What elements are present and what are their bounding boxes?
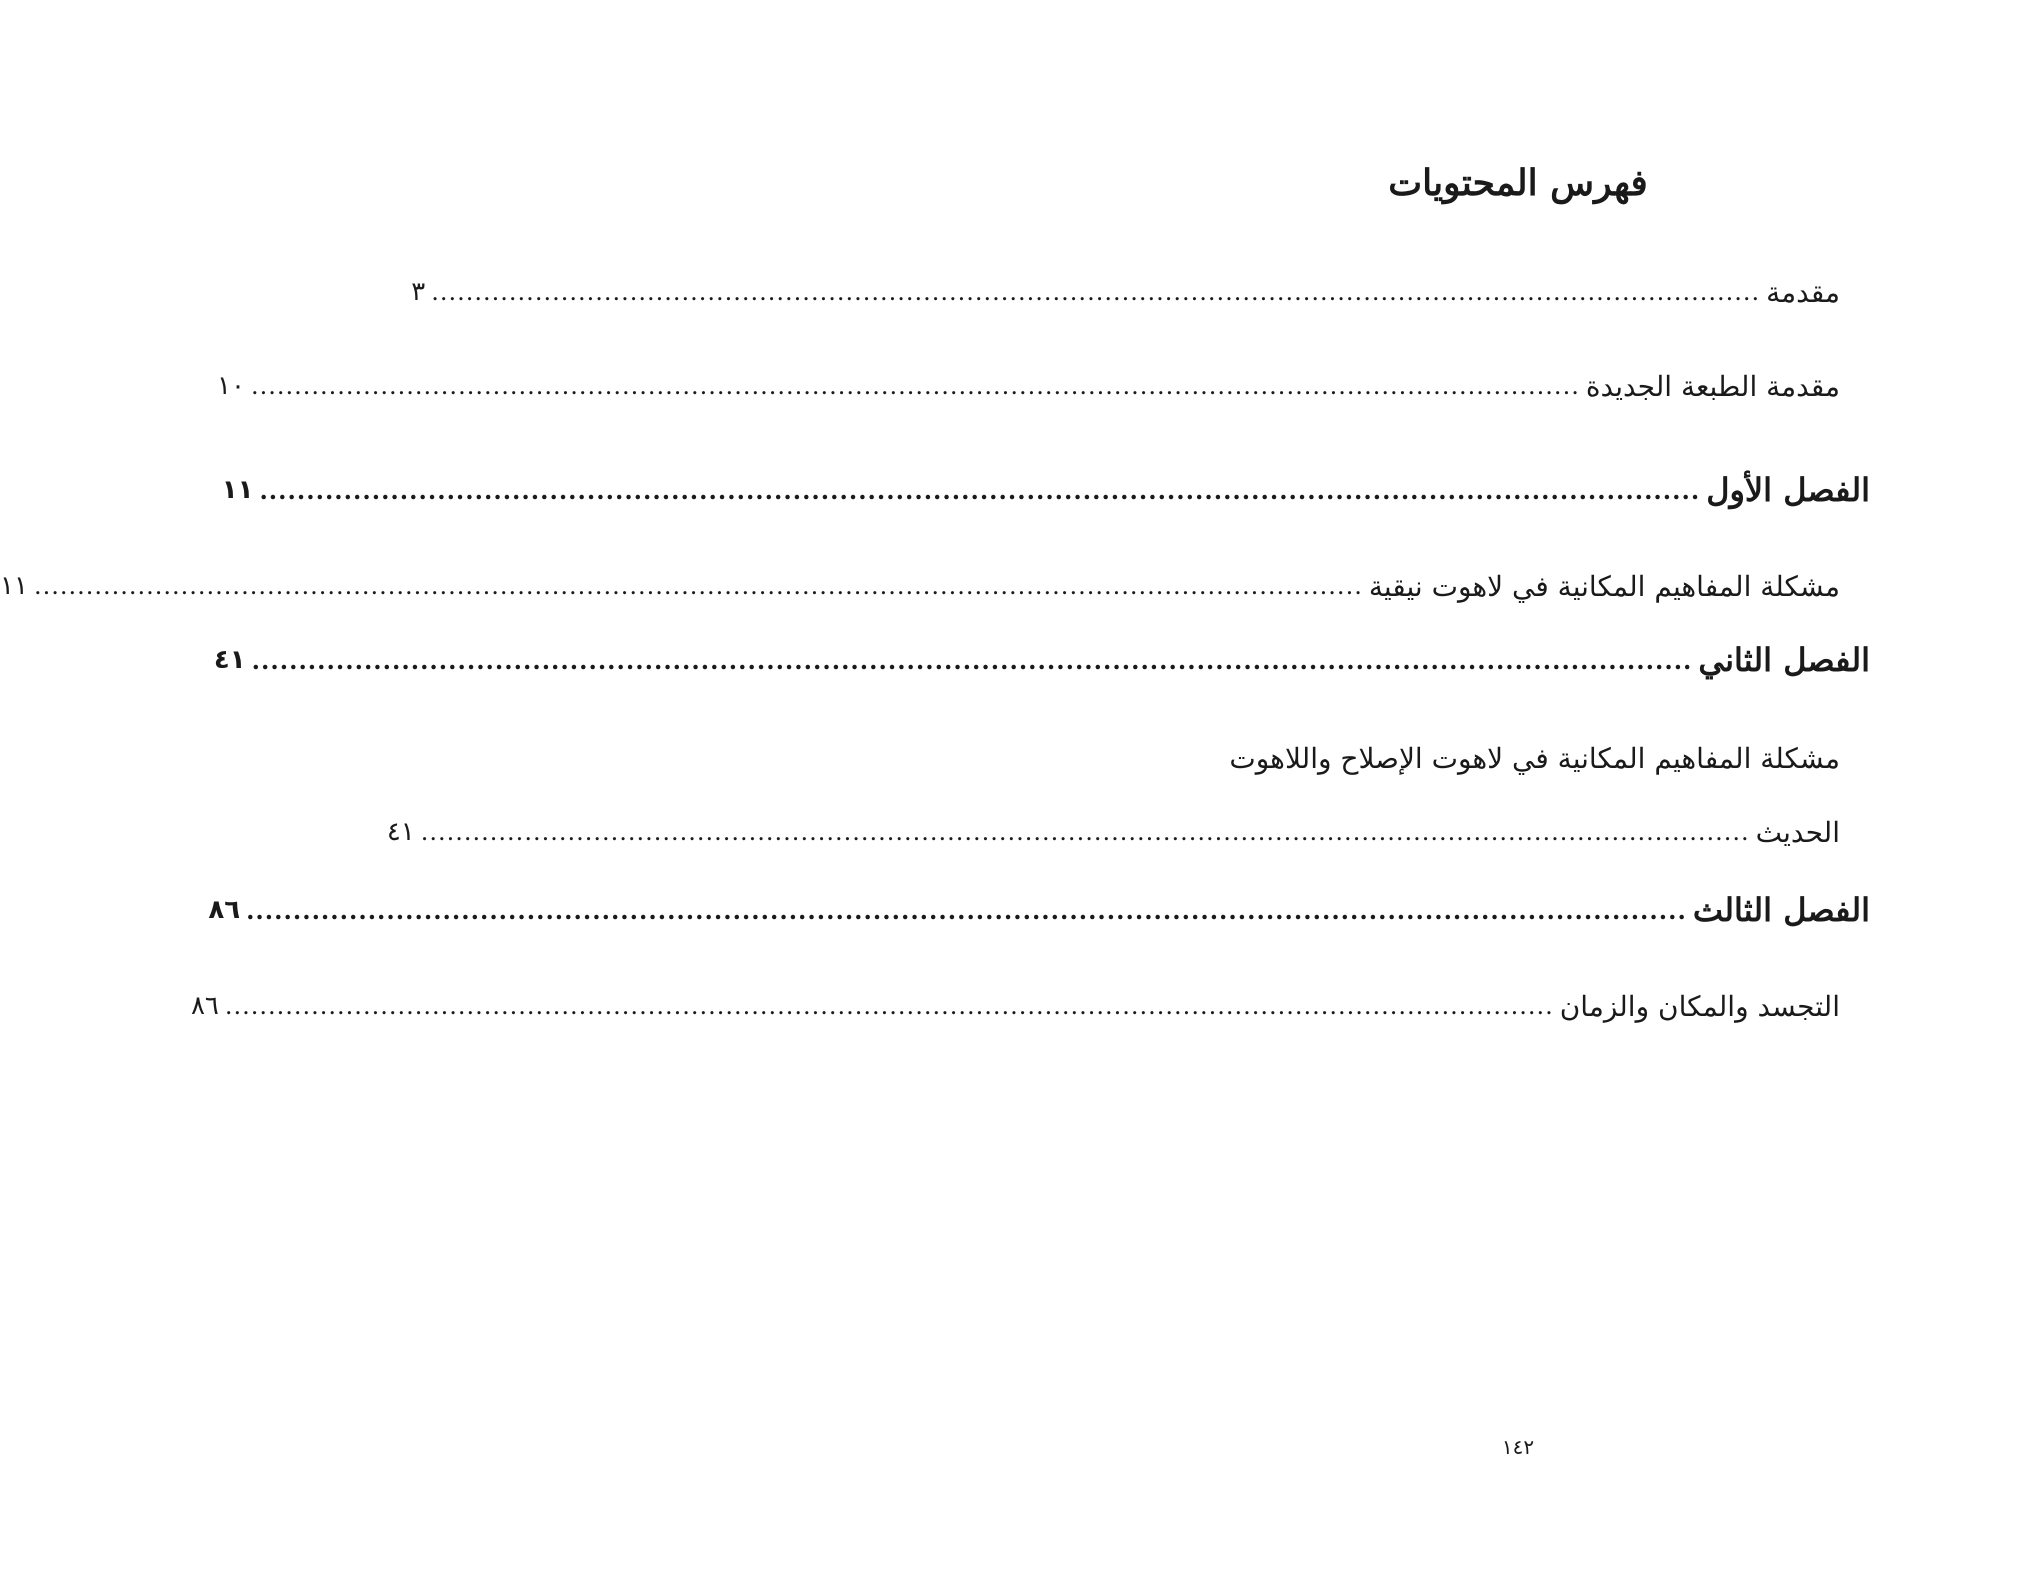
toc-entry-chapter-three [208,880,1870,940]
page-number: ١٤٢ [1501,1435,1535,1459]
toc-page-number: ١٠ [217,371,245,401]
toc-entry-text: التجسد والمكان والزمان [1559,989,1840,1023]
dot-leader: .......................................................................................................................................................... [250,372,1580,400]
toc-entry-chapter-one [221,460,1870,520]
toc-page-number: ٤١ [213,645,246,675]
toc-entry-nicene-theology [0,556,1840,616]
toc-page-number: ٨٦ [208,895,241,925]
toc-page-number: ١١ [0,571,28,601]
toc-entry-incarnation [190,976,1840,1036]
toc-entry-introduction [411,262,1840,322]
toc-entry-text: الفصل الأول [1706,471,1870,509]
toc-entry-new-edition-introduction [217,356,1840,416]
toc-entry-text: مقدمة الطبعة الجديدة [1585,369,1840,403]
toc-entry-chapter-two [213,630,1870,690]
dot-leader: .......................................................................................................................................................... [33,572,1363,600]
dot-leader: .......................................................................................................................................................... [251,645,1693,675]
dot-leader: .......................................................................................................................................................... [224,992,1554,1020]
dot-leader: .......................................................................................................................................................... [431,278,1761,306]
toc-entry-text: الفصل الثاني [1698,641,1870,679]
dot-leader: .......................................................................................................................................................... [246,895,1687,925]
toc-entry-text: مشكلة المفاهيم المكانية في لاهوت نيقية [1368,569,1840,603]
toc-page-number: ١١ [221,475,254,505]
toc-entry-text: مقدمة [1766,275,1840,309]
toc-entry-text-line-1: مشكلة المفاهيم المكانية في لاهوت الإصلاح واللاهوت [1229,741,1840,775]
toc-entry-reformation-theology [386,802,1840,862]
toc-entry-text: الفصل الثالث [1692,891,1870,929]
toc-page-number: ٣ [411,277,426,307]
toc-entry-text: الحديث [1755,815,1840,849]
toc-page-number: ٤١ [386,817,415,847]
page-title: فهرس المحتويات [1388,162,1648,204]
toc-page-number: ٨٦ [190,991,219,1021]
dot-leader: .......................................................................................................................................................... [259,475,1701,505]
dot-leader: .......................................................................................................................................................... [420,818,1750,846]
